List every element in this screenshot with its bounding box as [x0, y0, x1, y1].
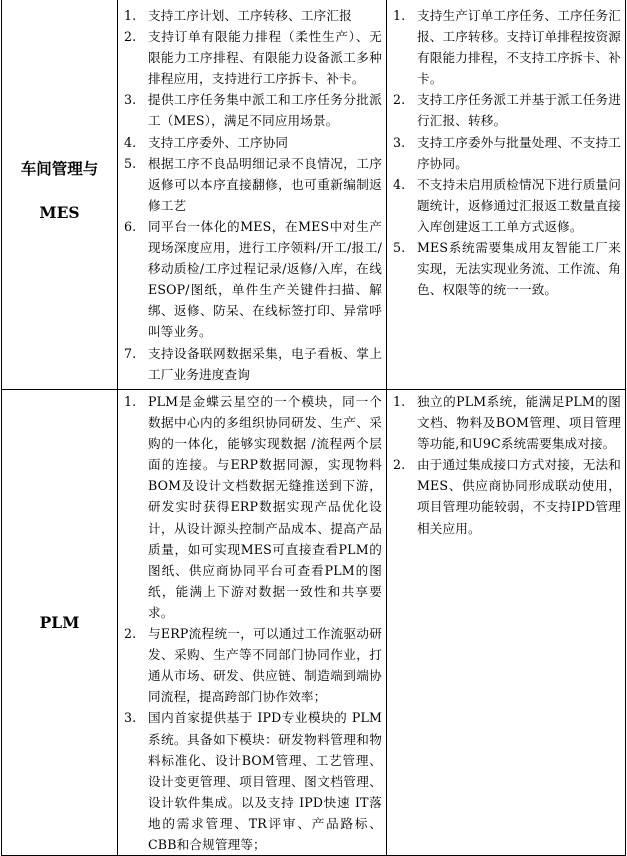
list-item: 1. 支持工序计划、工序转移、工序汇报	[124, 8, 352, 23]
mes-feature-cell-left	[118, 0, 387, 390]
table-row-plm	[2, 390, 626, 856]
list-item: 6. 同平台一体化的MES，在MES中对生产现场深度应用，进行工序领料/开工/报工/移动质检/工序过程记录/返修/入库，在线ESOP/图纸，单件生产关键件扫描、解绑、返修、防呆、在线标签打印、异常呼叫等业务。	[124, 218, 382, 340]
list-item: 4. 支持工序委外、工序协同	[124, 134, 289, 150]
row-label-plm	[2, 390, 118, 856]
plm-feature-list-left	[118, 391, 386, 855]
mes-feature-list-left	[118, 5, 386, 385]
list-item: 1. 支持生产订单工序任务、工序任务汇报、工序转移。支持订单排程按资源有限能力排程，不支持工序拆卡、补卡。	[393, 8, 621, 87]
list-item: 5. 根据工序不良品明细记录不良情况，工序返修可以本序直接翻修，也可重新编制返修工艺	[124, 155, 382, 213]
row-label-line: PLM	[39, 612, 80, 632]
list-item: 3. 提供工序任务集中派工和工序任务分批派工（MES），满足不同应用场景。	[124, 92, 382, 129]
plm-feature-cell-right	[387, 390, 626, 856]
list-item: 7. 支持设备联网数据采集，电子看板、掌上工厂业务进度查询	[124, 345, 382, 382]
table-row-mes	[2, 0, 626, 390]
list-item: 2. 与ERP流程统一，可以通过工作流驱动研发、采购、生产等不同部门协同作业，打通从市场、研发、供应链、制造端到端协同流程，提高跨部门协作效率；	[124, 626, 382, 705]
list-item: 2. 支持工序任务派工并基于派工任务进行汇报、转移。	[393, 92, 621, 129]
list-item: 3. 国内首家提供基于 IPD专业模块的 PLM系统。具备如下模块：研发物料管理和物料标准化、设计BOM管理、工艺管理、设计变更管理、项目管理、图文档管理、设计软件集成。以及支持 IPD快速 IT落地的需求管理、TR评审、产品路标、CBB和合规管理等；	[124, 710, 382, 852]
plm-feature-list-right	[387, 391, 625, 539]
row-label-line: MES	[39, 202, 80, 222]
row-label-line: 车间管理与	[20, 158, 99, 178]
list-item: 2. 由于通过集成接口方式对接，无法和MES、供应商协同形成联动使用，项目管理功能较弱，不支持IPD管理相关应用。	[393, 457, 621, 536]
list-item: 1. 独立的PLM系统，能满足PLM的图文档、物料及BOM管理、项目管理等功能,和U9C系统需要集成对接。	[393, 394, 621, 452]
list-item: 4. 不支持未启用质检情况下进行质量问题统计，返修通过汇报返工数量直接入库创建返工工单方式返修。	[393, 176, 621, 234]
mes-feature-cell-right	[387, 0, 626, 390]
list-item: 5. MES系统需要集成用友智能工厂来实现，无法实现业务流、工作流、角色、权限等的统一一致。	[393, 240, 621, 298]
row-label-mes	[2, 0, 118, 390]
plm-feature-cell-left	[118, 390, 387, 856]
comparison-table	[1, 0, 626, 856]
list-item: 1. PLM是金蝶云星空的一个模块，同一个数据中心内的多组织协同研发、生产、采购的一体化，能够实现数据 /流程两个层面的连接。与ERP数据同源，实现物料BOM及设计文档数据无缝推送到下游，研发实时获得ERP数据实现产品优化设计，从设计源头控制产品成本、提高产品质量，如可实现MES可直接查看PLM的图纸、供应商协同平台可查看PLM的图纸，能满上下游对数据一致性和共享要求。	[124, 394, 382, 620]
list-item: 2. 支持订单有限能力排程（柔性生产）、无限能力工序排程、有限能力设备派工多种排程应用，支持进行工序拆卡、补卡。	[124, 29, 382, 87]
list-item: 3. 支持工序委外与批量处理、不支持工序协同。	[393, 134, 621, 171]
mes-feature-list-right	[387, 5, 625, 300]
